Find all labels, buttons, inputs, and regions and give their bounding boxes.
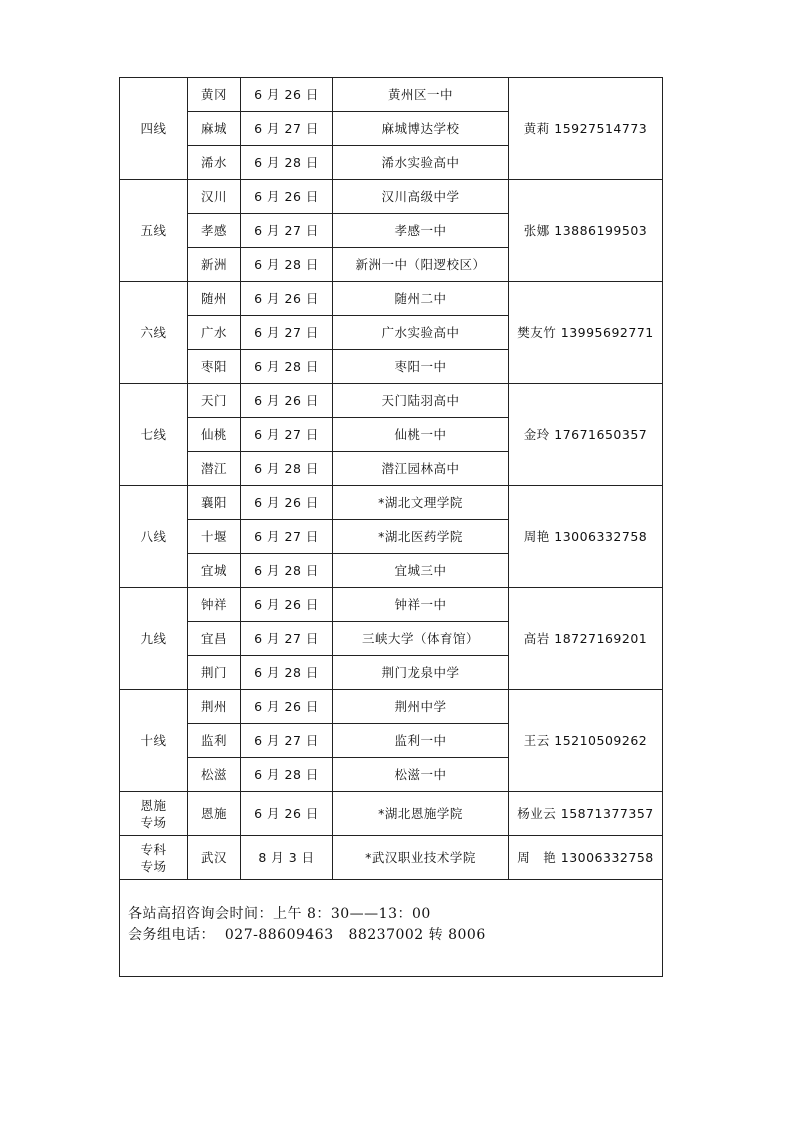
special-row — [120, 792, 663, 836]
city-cell: 恩施 — [188, 792, 241, 836]
venue-cell: 宜城三中 — [333, 554, 509, 588]
route-line: 八线 — [120, 486, 188, 588]
contact-cell: 高岩 18727169201 — [509, 588, 663, 690]
table-row — [120, 78, 663, 112]
route-line: 四线 — [120, 78, 188, 180]
city-cell: 监利 — [188, 724, 241, 758]
venue-cell: 荆州中学 — [333, 690, 509, 724]
contact-cell: 周 艳 13006332758 — [509, 836, 663, 880]
date-cell: 6 月 26 日 — [241, 690, 333, 724]
venue-cell: 监利一中 — [333, 724, 509, 758]
contact-cell: 黄莉 15927514773 — [509, 78, 663, 180]
venue-cell: 松滋一中 — [333, 758, 509, 792]
venue-cell: 荆门龙泉中学 — [333, 656, 509, 690]
city-cell: 新洲 — [188, 248, 241, 282]
footer-note — [120, 880, 663, 977]
special-row — [120, 836, 663, 880]
city-cell: 十堰 — [188, 520, 241, 554]
city-cell: 襄阳 — [188, 486, 241, 520]
city-cell: 广水 — [188, 316, 241, 350]
city-cell: 荆州 — [188, 690, 241, 724]
venue-cell: 随州二中 — [333, 282, 509, 316]
date-cell: 6 月 27 日 — [241, 520, 333, 554]
venue-cell: 三峡大学（体育馆） — [333, 622, 509, 656]
city-cell: 宜昌 — [188, 622, 241, 656]
venue-cell: *湖北恩施学院 — [333, 792, 509, 836]
city-cell: 麻城 — [188, 112, 241, 146]
contact-cell: 杨业云 15871377357 — [509, 792, 663, 836]
city-cell: 黄冈 — [188, 78, 241, 112]
date-cell: 6 月 28 日 — [241, 554, 333, 588]
city-cell: 潜江 — [188, 452, 241, 486]
table-row — [120, 180, 663, 214]
venue-cell: *湖北文理学院 — [333, 486, 509, 520]
schedule-table — [119, 77, 663, 977]
route-line: 六线 — [120, 282, 188, 384]
date-cell: 8 月 3 日 — [241, 836, 333, 880]
city-cell: 枣阳 — [188, 350, 241, 384]
date-cell: 6 月 26 日 — [241, 282, 333, 316]
special-line-bottom: 专场 — [140, 858, 167, 874]
table-row — [120, 588, 663, 622]
venue-cell: *武汉职业技术学院 — [333, 836, 509, 880]
city-cell: 宜城 — [188, 554, 241, 588]
date-cell: 6 月 28 日 — [241, 758, 333, 792]
table-row — [120, 486, 663, 520]
venue-cell: 浠水实验高中 — [333, 146, 509, 180]
date-cell: 6 月 26 日 — [241, 384, 333, 418]
special-line — [120, 792, 188, 836]
venue-cell: 黄州区一中 — [333, 78, 509, 112]
schedule-body — [120, 78, 663, 880]
contact-cell: 张娜 13886199503 — [509, 180, 663, 282]
city-cell: 武汉 — [188, 836, 241, 880]
city-cell: 随州 — [188, 282, 241, 316]
venue-cell: 新洲一中（阳逻校区） — [333, 248, 509, 282]
date-cell: 6 月 27 日 — [241, 214, 333, 248]
city-cell: 浠水 — [188, 146, 241, 180]
city-cell: 天门 — [188, 384, 241, 418]
route-line: 七线 — [120, 384, 188, 486]
city-cell: 钟祥 — [188, 588, 241, 622]
date-cell: 6 月 26 日 — [241, 180, 333, 214]
date-cell: 6 月 26 日 — [241, 486, 333, 520]
special-line-bottom: 专场 — [140, 814, 167, 830]
venue-cell: 广水实验高中 — [333, 316, 509, 350]
date-cell: 6 月 27 日 — [241, 622, 333, 656]
date-cell: 6 月 26 日 — [241, 588, 333, 622]
date-cell: 6 月 28 日 — [241, 350, 333, 384]
route-line: 十线 — [120, 690, 188, 792]
venue-cell: 潜江园林高中 — [333, 452, 509, 486]
date-cell: 6 月 28 日 — [241, 248, 333, 282]
venue-cell: 仙桃一中 — [333, 418, 509, 452]
venue-cell: 天门陆羽高中 — [333, 384, 509, 418]
consult-time: 各站高招咨询会时间：上午 8：30——13：00 — [128, 906, 431, 922]
date-cell: 6 月 27 日 — [241, 418, 333, 452]
special-line-top: 专科 — [140, 841, 167, 857]
city-cell: 孝感 — [188, 214, 241, 248]
city-cell: 仙桃 — [188, 418, 241, 452]
table-row — [120, 384, 663, 418]
office-phone: 会务组电话： 027-88609463 88237002 转 8006 — [128, 927, 486, 943]
date-cell: 6 月 27 日 — [241, 112, 333, 146]
venue-cell: *湖北医药学院 — [333, 520, 509, 554]
contact-cell: 周艳 13006332758 — [509, 486, 663, 588]
contact-cell: 金玲 17671650357 — [509, 384, 663, 486]
contact-cell: 樊友竹 13995692771 — [509, 282, 663, 384]
date-cell: 6 月 26 日 — [241, 792, 333, 836]
date-cell: 6 月 28 日 — [241, 452, 333, 486]
special-line — [120, 836, 188, 880]
table-row — [120, 690, 663, 724]
route-line: 九线 — [120, 588, 188, 690]
special-line-top: 恩施 — [140, 797, 167, 813]
table-row — [120, 282, 663, 316]
city-cell: 松滋 — [188, 758, 241, 792]
date-cell: 6 月 27 日 — [241, 316, 333, 350]
date-cell: 6 月 28 日 — [241, 656, 333, 690]
venue-cell: 孝感一中 — [333, 214, 509, 248]
date-cell: 6 月 26 日 — [241, 78, 333, 112]
footer-section — [120, 880, 663, 977]
date-cell: 6 月 27 日 — [241, 724, 333, 758]
city-cell: 汉川 — [188, 180, 241, 214]
date-cell: 6 月 28 日 — [241, 146, 333, 180]
city-cell: 荆门 — [188, 656, 241, 690]
venue-cell: 钟祥一中 — [333, 588, 509, 622]
route-line: 五线 — [120, 180, 188, 282]
contact-cell: 王云 15210509262 — [509, 690, 663, 792]
venue-cell: 麻城博达学校 — [333, 112, 509, 146]
venue-cell: 汉川高级中学 — [333, 180, 509, 214]
venue-cell: 枣阳一中 — [333, 350, 509, 384]
